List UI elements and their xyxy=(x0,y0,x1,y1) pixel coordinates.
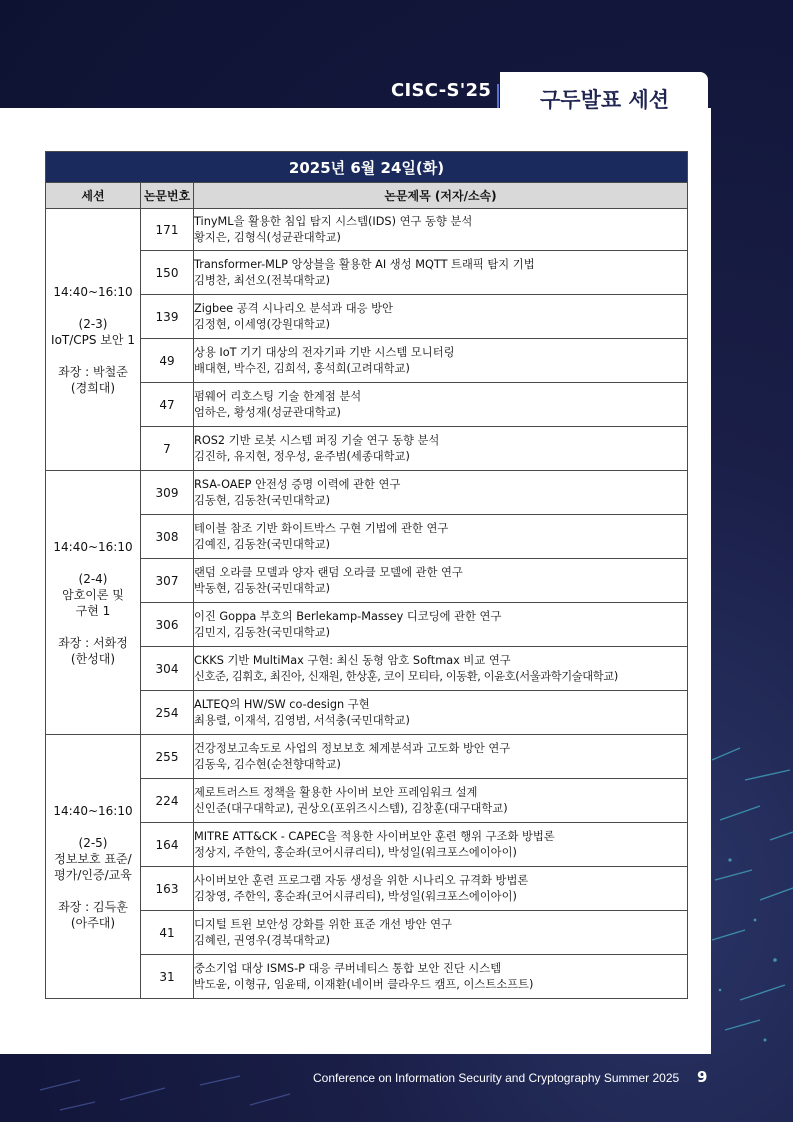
paper-authors: 김예진, 김동찬(국민대학교) xyxy=(194,537,331,551)
paper-number: 49 xyxy=(141,339,194,383)
session-time: 14:40~16:10 xyxy=(53,284,133,299)
paper-entry xyxy=(194,647,688,691)
paper-number: 139 xyxy=(141,295,194,339)
paper-title: 디지털 트윈 보안성 강화를 위한 표준 개선 방안 연구 xyxy=(194,917,452,931)
table-row xyxy=(46,559,688,603)
paper-title: 중소기업 대상 ISMS-P 대응 쿠버네티스 통합 보안 진단 시스템 xyxy=(194,961,502,975)
session-name: 구현 1 xyxy=(75,603,111,618)
schedule-table xyxy=(45,151,688,999)
paper-number: 164 xyxy=(141,823,194,867)
header-separator xyxy=(497,84,499,108)
paper-number: 304 xyxy=(141,647,194,691)
paper-title: 이진 Goppa 부호의 Berlekamp-Massey 디코딩에 관한 연구 xyxy=(194,609,502,623)
paper-number: 224 xyxy=(141,779,194,823)
conference-code: CISC-S'25 xyxy=(391,80,492,101)
table-row xyxy=(46,735,688,779)
paper-number: 307 xyxy=(141,559,194,603)
session-code: (2-3) xyxy=(78,316,108,331)
table-row xyxy=(46,339,688,383)
paper-authors: 박도윤, 이형규, 임윤태, 이재환(네이버 클라우드 캠프, 이스트소프트) xyxy=(194,977,534,991)
paper-title: 펌웨어 리호스팅 기술 한계점 분석 xyxy=(194,389,362,403)
session-time: 14:40~16:10 xyxy=(53,803,133,818)
paper-authors: 김동현, 김동찬(국민대학교) xyxy=(194,493,331,507)
paper-number: 163 xyxy=(141,867,194,911)
paper-authors: 김병찬, 최선오(전북대학교) xyxy=(194,273,331,287)
paper-entry xyxy=(194,209,688,251)
paper-entry xyxy=(194,779,688,823)
table-row xyxy=(46,955,688,999)
session-code: (2-4) xyxy=(78,571,108,586)
table-row xyxy=(46,515,688,559)
paper-number: 7 xyxy=(141,427,194,471)
table-row xyxy=(46,779,688,823)
session-chair-affiliation: (한성대) xyxy=(70,651,116,666)
session-time: 14:40~16:10 xyxy=(53,539,133,554)
session-date: 2025년 6월 24일(화) xyxy=(46,152,688,183)
paper-number: 171 xyxy=(141,209,194,251)
paper-title: Zigbee 공격 시나리오 분석과 대응 방안 xyxy=(194,301,393,315)
paper-title: 사이버보안 훈련 프로그램 자동 생성을 위한 시나리오 규격화 방법론 xyxy=(194,873,529,887)
paper-entry xyxy=(194,295,688,339)
table-row xyxy=(46,383,688,427)
paper-number: 41 xyxy=(141,911,194,955)
paper-title: 상용 IoT 기기 대상의 전자기파 기반 시스템 모니터링 xyxy=(194,345,455,359)
paper-number: 47 xyxy=(141,383,194,427)
footer-conference-name: Conference on Information Security and Cryptography Summer 2025 xyxy=(313,1071,680,1085)
paper-title: ROS2 기반 로봇 시스템 퍼징 기술 연구 동향 분석 xyxy=(194,433,440,447)
session-name: IoT/CPS 보안 1 xyxy=(51,332,135,347)
paper-authors: 김동욱, 김수현(순천향대학교) xyxy=(194,757,341,771)
session-name: 암호이론 및 xyxy=(62,587,124,602)
paper-title: 랜덤 오라클 모델과 양자 랜덤 오라클 모델에 관한 연구 xyxy=(194,565,463,579)
paper-entry xyxy=(194,603,688,647)
table-row xyxy=(46,603,688,647)
paper-entry xyxy=(194,339,688,383)
session-code: (2-5) xyxy=(78,835,108,850)
paper-entry xyxy=(194,867,688,911)
session-name: 정보보호 표준/ xyxy=(54,851,132,866)
paper-number: 150 xyxy=(141,251,194,295)
paper-title: CKKS 기반 MultiMax 구현: 최신 동형 암호 Softmax 비교 연구 xyxy=(194,653,511,667)
paper-title: 제로트러스트 정책을 활용한 사이버 보안 프레임워크 설계 xyxy=(194,785,478,799)
session-name: 평가/인증/교육 xyxy=(54,867,132,882)
table-row xyxy=(46,911,688,955)
paper-entry xyxy=(194,735,688,779)
paper-entry xyxy=(194,691,688,735)
column-header-paper-title: 논문제목 (저자/소속) xyxy=(194,183,688,209)
paper-authors: 김민지, 김동찬(국민대학교) xyxy=(194,625,331,639)
table-row xyxy=(46,691,688,735)
paper-number: 31 xyxy=(141,955,194,999)
paper-entry xyxy=(194,823,688,867)
paper-number: 254 xyxy=(141,691,194,735)
paper-entry xyxy=(194,383,688,427)
column-header-paper-number: 논문번호 xyxy=(141,183,194,209)
paper-number: 308 xyxy=(141,515,194,559)
paper-authors: 엄하은, 황성재(성균관대학교) xyxy=(194,405,341,419)
paper-title: ALTEQ의 HW/SW co-design 구현 xyxy=(194,697,370,711)
paper-title: RSA-OAEP 안전성 증명 이력에 관한 연구 xyxy=(194,477,401,491)
paper-authors: 신호준, 김휘호, 최진아, 신재원, 한상훈, 코이 모티타, 이동환, 이윤호(서울과학기술대학교) xyxy=(194,669,618,683)
table-row xyxy=(46,867,688,911)
paper-title: Transformer-MLP 앙상블을 활용한 AI 생성 MQTT 트래픽 탐지 기법 xyxy=(194,257,535,271)
paper-authors: 배대현, 박수진, 김희석, 홍석희(고려대학교) xyxy=(194,361,410,375)
paper-authors: 김혜린, 권영우(경북대학교) xyxy=(194,933,331,947)
paper-authors: 김창영, 주한익, 홍순좌(코어시큐리티), 박성일(워크포스에이아이) xyxy=(194,889,517,903)
paper-title: TinyML을 활용한 침입 탐지 시스템(IDS) 연구 동향 분석 xyxy=(194,214,473,228)
table-row xyxy=(46,295,688,339)
table-row xyxy=(46,209,688,251)
session-chair-affiliation: (경희대) xyxy=(70,380,116,395)
session-chair: 좌장 : 박철준 xyxy=(58,364,128,379)
paper-entry xyxy=(194,911,688,955)
paper-authors: 박동현, 김동찬(국민대학교) xyxy=(194,581,331,595)
table-row xyxy=(46,647,688,691)
paper-number: 309 xyxy=(141,471,194,515)
paper-authors: 최용렬, 이재석, 김영범, 서석충(국민대학교) xyxy=(194,713,410,727)
session-chair: 좌장 : 서화정 xyxy=(58,635,128,650)
session-info xyxy=(46,209,141,471)
section-tab-label: 구두발표 세션 xyxy=(540,88,670,112)
paper-entry xyxy=(194,427,688,471)
paper-number: 306 xyxy=(141,603,194,647)
paper-entry xyxy=(194,471,688,515)
paper-authors: 김정현, 이세영(강원대학교) xyxy=(194,317,331,331)
session-chair: 좌장 : 김득훈 xyxy=(58,899,128,914)
table-row xyxy=(46,823,688,867)
table-row xyxy=(46,427,688,471)
paper-entry xyxy=(194,515,688,559)
column-header-session: 세션 xyxy=(46,183,141,209)
paper-number: 255 xyxy=(141,735,194,779)
paper-authors: 김진하, 유지현, 정우성, 윤주범(세종대학교) xyxy=(194,449,410,463)
paper-entry xyxy=(194,251,688,295)
paper-entry xyxy=(194,955,688,999)
session-info xyxy=(46,471,141,735)
paper-authors: 황지은, 김형식(성균관대학교) xyxy=(194,230,341,244)
paper-entry xyxy=(194,559,688,603)
session-chair-affiliation: (아주대) xyxy=(70,915,116,930)
page-number: 9 xyxy=(697,1068,708,1086)
table-row xyxy=(46,471,688,515)
table-row xyxy=(46,251,688,295)
paper-title: 건강정보고속도로 사업의 정보보호 체계분석과 고도화 방안 연구 xyxy=(194,741,511,755)
paper-title: 테이블 참조 기반 화이트박스 구현 기법에 관한 연구 xyxy=(194,521,449,535)
paper-authors: 신인준(대구대학교), 권상오(포위즈시스템), 김창훈(대구대학교) xyxy=(194,801,508,815)
paper-title: MITRE ATT&CK - CAPEC을 적용한 사이버보안 훈련 행위 구조화 방법론 xyxy=(194,829,555,843)
session-info xyxy=(46,735,141,999)
paper-authors: 정상지, 주한익, 홍순좌(코어시큐리티), 박성일(워크포스에이아이) xyxy=(194,845,517,859)
